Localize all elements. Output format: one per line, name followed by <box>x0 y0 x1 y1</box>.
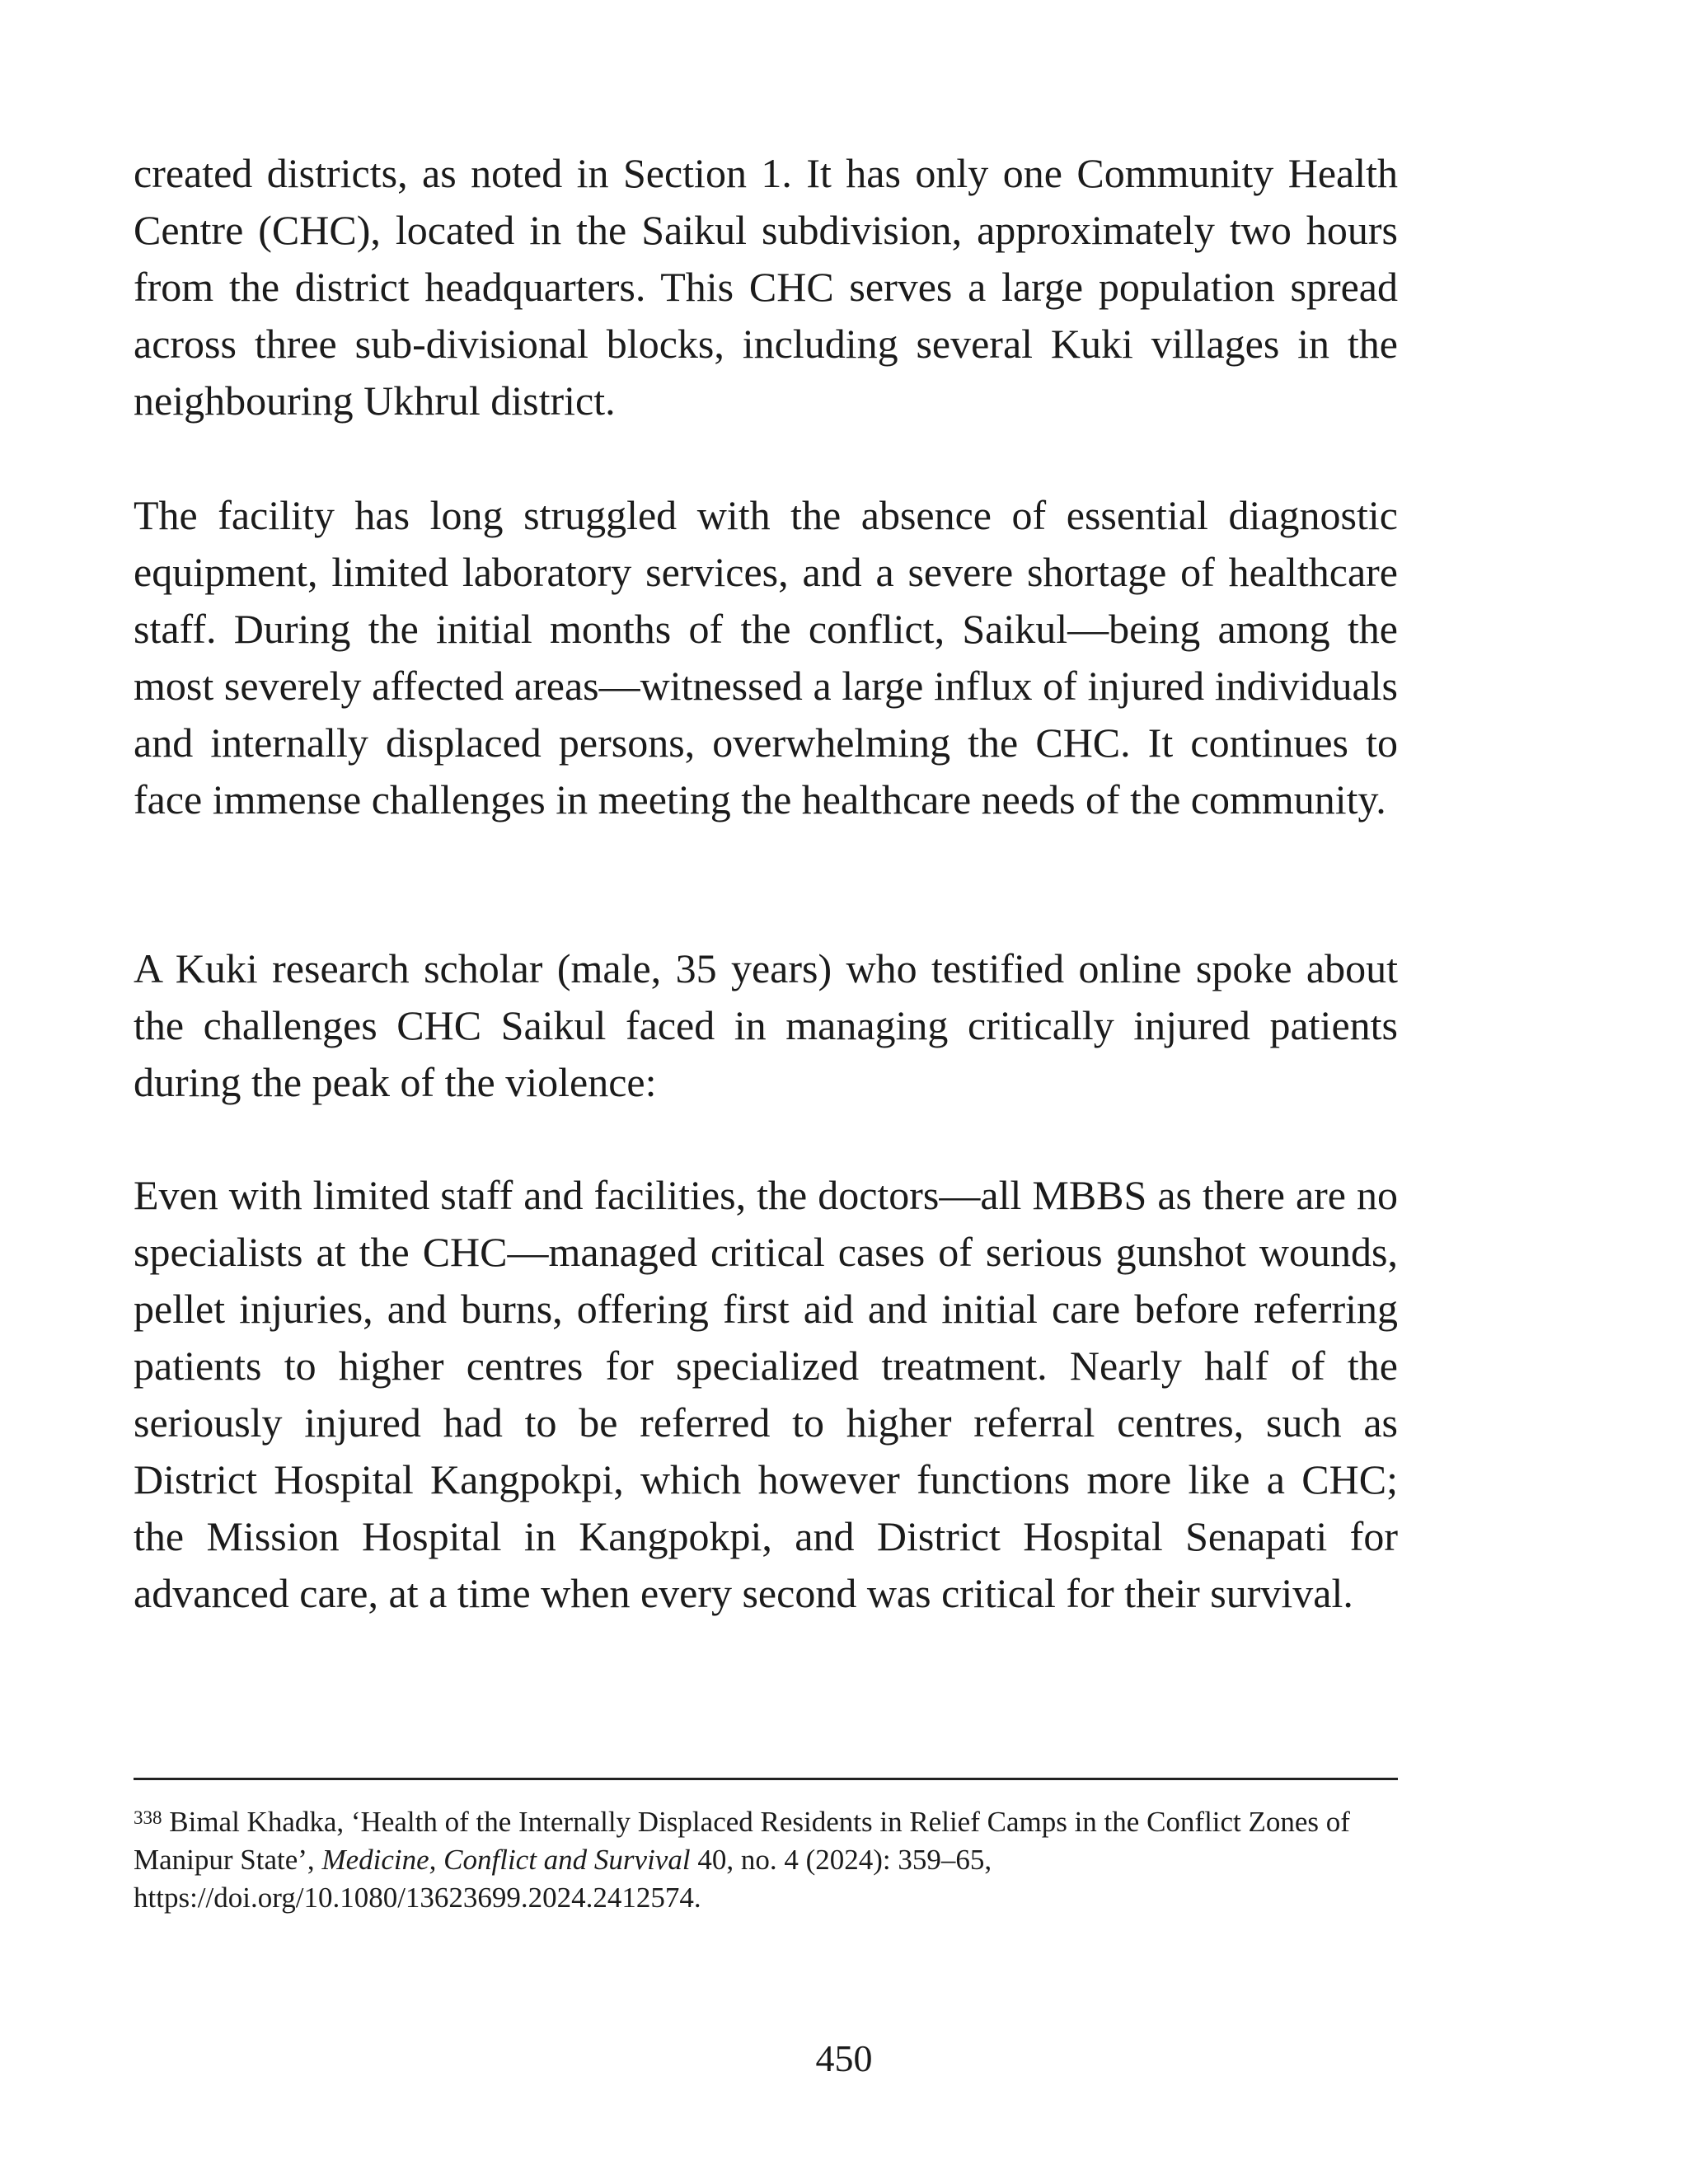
footnote <box>134 1803 1398 1917</box>
footnote-number: 338 <box>134 1807 162 1828</box>
footnote-text-part-2: 40, no. 4 (2024): 359–65, https://doi.org/10.1080/13623699.2024.2412574. <box>134 1844 992 1914</box>
footnote-journal-title: Medicine, Conflict and Survival <box>321 1844 691 1876</box>
body-paragraph-2: The facility has long struggled with the absence of essential diagnostic equipment, limited laboratory services, and a severe shortage of healthcare staff. During the initial months of the conflict, Saikul—being among the most severely affected areas—witnessed a large influx of injured individuals and internally displaced persons, overwhelming the CHC. It continues to face immense challenges in meeting the healthcare needs of the community. <box>134 492 1398 823</box>
body-paragraph-3: A Kuki research scholar (male, 35 years) who testified online spoke about the challenges CHC Saikul faced in managing critically injured patients during the peak of the violence: <box>134 945 1398 1105</box>
testimony-paragraph: Even with limited staff and facilities, the doctors—all MBBS as there are no specialists at the CHC—managed critical cases of serious gunshot wounds, pellet injuries, and burns, offering first aid and initial care before referring patients to higher centres for specialized treatment. Nearly half of the seriously injured had to be referred to higher referral centres, such as District Hospital Kangpokpi, which however functions more like a CHC; the Mission Hospital in Kangpokpi, and District Hospital Senapati for advanced care, at a time when every second was critical for their survival. <box>134 1172 1398 1616</box>
body-paragraph-1: created districts, as noted in Section 1. It has only one Community Health Centre (CHC), located in the Saikul subdivision, approximately two hours from the district headquarters. This CHC serves a large population spread across three sub-divisional blocks, including several Kuki villages in the neighbouring Ukhrul district. <box>134 150 1398 424</box>
footnote-text-part-1: Bimal Khadka, ‘Health of the Internally Displaced Residents in Relief Camps in the Conflict Zones of Manipur State’, <box>134 1806 1350 1876</box>
page-number: 450 <box>815 2037 873 2079</box>
footnote-separator <box>134 1778 1398 1780</box>
